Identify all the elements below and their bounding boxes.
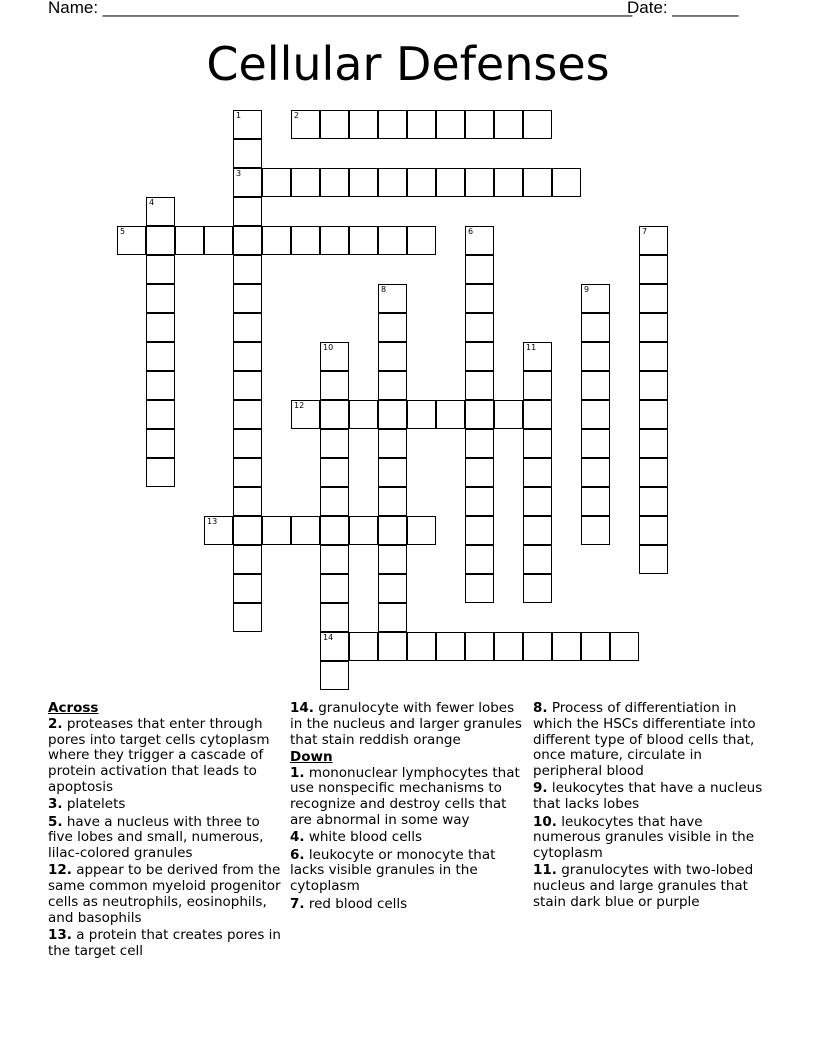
crossword-cell[interactable] xyxy=(639,400,668,429)
crossword-cell[interactable] xyxy=(320,661,349,690)
crossword-cell[interactable] xyxy=(291,516,320,545)
crossword-cell[interactable] xyxy=(146,400,175,429)
clue-number-label: 13 xyxy=(207,517,218,526)
clue-number: 5. xyxy=(48,813,63,830)
crossword-cell[interactable] xyxy=(146,458,175,487)
clue-number-label: 2 xyxy=(294,111,300,120)
crossword-cell[interactable] xyxy=(233,226,262,255)
crossword-cell[interactable] xyxy=(465,284,494,313)
crossword-cell[interactable] xyxy=(581,632,610,661)
crossword-cell[interactable] xyxy=(233,603,262,632)
clue-column-3 xyxy=(533,701,773,912)
crossword-cell[interactable] xyxy=(581,516,610,545)
crossword-cell[interactable] xyxy=(436,400,465,429)
clue-text: leukocytes that have numerous granules visible in the cytoplasm xyxy=(533,813,755,862)
crossword-cell[interactable] xyxy=(146,313,175,342)
crossword-cell[interactable] xyxy=(407,516,436,545)
crossword-cell[interactable] xyxy=(581,458,610,487)
crossword-cell[interactable] xyxy=(465,110,494,139)
crossword-cell[interactable] xyxy=(494,632,523,661)
clue-number: 7. xyxy=(290,895,305,912)
across-clue-3 xyxy=(48,797,288,813)
crossword-cell[interactable] xyxy=(349,516,378,545)
crossword-cell[interactable] xyxy=(233,284,262,313)
crossword-cell[interactable] xyxy=(320,168,349,197)
crossword-cell[interactable] xyxy=(320,516,349,545)
crossword-cell[interactable] xyxy=(581,487,610,516)
crossword-cell[interactable] xyxy=(465,429,494,458)
crossword-cell[interactable] xyxy=(465,545,494,574)
crossword-cell[interactable] xyxy=(233,313,262,342)
crossword-cell[interactable] xyxy=(262,516,291,545)
clue-number-label: 8 xyxy=(381,285,387,294)
crossword-cell[interactable] xyxy=(175,226,204,255)
crossword-cell[interactable] xyxy=(639,458,668,487)
crossword-cell[interactable] xyxy=(349,400,378,429)
clue-number-label: 5 xyxy=(120,227,126,236)
crossword-cell[interactable] xyxy=(465,226,494,255)
crossword-cell[interactable] xyxy=(262,168,291,197)
crossword-cell[interactable] xyxy=(465,516,494,545)
crossword-cell[interactable] xyxy=(639,313,668,342)
crossword-cell[interactable] xyxy=(320,487,349,516)
clue-text: granulocytes with two-lobed nucleus and large granules that stain dark blue or purple xyxy=(533,862,754,911)
crossword-cell[interactable] xyxy=(204,516,233,545)
clue-number-label: 14 xyxy=(323,633,334,642)
crossword-cell[interactable] xyxy=(552,168,581,197)
down-clue-11 xyxy=(533,863,773,910)
crossword-cell[interactable] xyxy=(523,632,552,661)
crossword-cell[interactable] xyxy=(378,284,407,313)
crossword-cell[interactable] xyxy=(146,197,175,226)
crossword-cell[interactable] xyxy=(581,342,610,371)
crossword-cell[interactable] xyxy=(436,110,465,139)
crossword-cell[interactable] xyxy=(233,574,262,603)
crossword-cell[interactable] xyxy=(291,110,320,139)
crossword-cell[interactable] xyxy=(320,603,349,632)
crossword-cell[interactable] xyxy=(465,371,494,400)
page-title: Cellular Defenses xyxy=(206,37,610,91)
clue-number-label: 11 xyxy=(526,343,537,352)
crossword-cell[interactable] xyxy=(378,313,407,342)
date-field-label: Date: _______ xyxy=(627,0,739,17)
crossword-cell[interactable] xyxy=(523,516,552,545)
crossword-cell[interactable] xyxy=(581,313,610,342)
crossword-cell[interactable] xyxy=(465,487,494,516)
crossword-cell[interactable] xyxy=(581,400,610,429)
crossword-cell[interactable] xyxy=(320,342,349,371)
down-clue-1 xyxy=(290,766,528,829)
clue-number: 4. xyxy=(290,829,305,846)
name-field-label: Name: ________________________________________________________ xyxy=(48,0,633,17)
crossword-cell[interactable] xyxy=(639,371,668,400)
crossword-cell[interactable] xyxy=(436,168,465,197)
crossword-cell[interactable] xyxy=(523,400,552,429)
crossword-cell[interactable] xyxy=(378,603,407,632)
clue-text: a protein that creates pores in the target cell xyxy=(48,927,281,959)
down-clue-8 xyxy=(533,701,773,780)
down-clue-9 xyxy=(533,781,773,813)
clue-number: 9. xyxy=(533,780,548,797)
crossword-cell[interactable] xyxy=(320,110,349,139)
across-heading: Across xyxy=(48,700,99,716)
clue-text: appear to be derived from the same common myeloid progenitor cells as neutrophils, eosinophils, and basophils xyxy=(48,862,281,926)
clue-number: 3. xyxy=(48,796,63,813)
crossword-cell[interactable] xyxy=(378,226,407,255)
crossword-cell[interactable] xyxy=(146,226,175,255)
crossword-cell[interactable] xyxy=(233,516,262,545)
crossword-cell[interactable] xyxy=(320,226,349,255)
down-heading: Down xyxy=(290,748,333,765)
clue-number: 12. xyxy=(48,862,72,879)
crossword-cell[interactable] xyxy=(523,429,552,458)
crossword-cell[interactable] xyxy=(639,284,668,313)
crossword-cell[interactable] xyxy=(233,429,262,458)
crossword-cell[interactable] xyxy=(407,226,436,255)
crossword-cell[interactable] xyxy=(146,255,175,284)
crossword-cell[interactable] xyxy=(523,458,552,487)
crossword-cell[interactable] xyxy=(639,516,668,545)
clue-number: 11. xyxy=(533,862,557,879)
crossword-cell[interactable] xyxy=(349,168,378,197)
clue-text: leukocytes that have a nucleus that lacks lobes xyxy=(533,780,763,813)
crossword-cell[interactable] xyxy=(494,400,523,429)
crossword-cell[interactable] xyxy=(320,458,349,487)
crossword-cell[interactable] xyxy=(494,110,523,139)
crossword-cell[interactable] xyxy=(291,168,320,197)
crossword-cell[interactable] xyxy=(523,371,552,400)
clue-text: mononuclear lymphocytes that use nonspecific mechanisms to recognize and destroy cells that are abnormal in some way xyxy=(290,764,520,829)
crossword-cell[interactable] xyxy=(146,284,175,313)
crossword-cell[interactable] xyxy=(639,342,668,371)
crossword-cell[interactable] xyxy=(146,429,175,458)
crossword-cell[interactable] xyxy=(436,632,465,661)
crossword-cell[interactable] xyxy=(117,226,146,255)
crossword-cell[interactable] xyxy=(581,429,610,458)
down-clue-4 xyxy=(290,830,528,846)
crossword-cell[interactable] xyxy=(349,110,378,139)
clue-number-label: 7 xyxy=(642,227,648,236)
crossword-cell[interactable] xyxy=(204,226,233,255)
crossword-cell[interactable] xyxy=(465,255,494,284)
crossword-cell[interactable] xyxy=(233,545,262,574)
across-clue-12 xyxy=(48,863,288,926)
clue-text: Process of differentiation in which the HSCs differentiate into different type of blood cells that, once mature, circulate in peripheral blood xyxy=(533,700,756,780)
crossword-cell[interactable] xyxy=(523,574,552,603)
crossword-cell[interactable] xyxy=(320,545,349,574)
crossword-cell[interactable] xyxy=(639,255,668,284)
crossword-cell[interactable] xyxy=(378,458,407,487)
clue-number: 13. xyxy=(48,927,72,944)
crossword-cell[interactable] xyxy=(349,632,378,661)
crossword-cell[interactable] xyxy=(378,429,407,458)
across-clue-5 xyxy=(48,815,288,862)
crossword-cell[interactable] xyxy=(378,545,407,574)
crossword-cell[interactable] xyxy=(639,429,668,458)
crossword-cell[interactable] xyxy=(320,429,349,458)
crossword-cell[interactable] xyxy=(639,487,668,516)
crossword-cell[interactable] xyxy=(378,110,407,139)
crossword-cell[interactable] xyxy=(378,574,407,603)
crossword-cell[interactable] xyxy=(233,255,262,284)
crossword-cell[interactable] xyxy=(233,110,262,139)
crossword-cell[interactable] xyxy=(291,226,320,255)
crossword-cell[interactable] xyxy=(407,632,436,661)
clue-number-label: 10 xyxy=(323,343,334,352)
across-clue-2 xyxy=(48,717,288,796)
crossword-cell[interactable] xyxy=(407,400,436,429)
crossword-cell[interactable] xyxy=(233,458,262,487)
crossword-cell[interactable] xyxy=(233,342,262,371)
crossword-cell[interactable] xyxy=(146,342,175,371)
crossword-cell[interactable] xyxy=(320,632,349,661)
crossword-cell[interactable] xyxy=(407,168,436,197)
crossword-cell[interactable] xyxy=(523,487,552,516)
crossword-cell[interactable] xyxy=(233,168,262,197)
crossword-cell[interactable] xyxy=(378,400,407,429)
clue-text: proteases that enter through pores into target cells cytoplasm where they trigger a cascade of protein activation that leads to apoptosis xyxy=(48,715,270,795)
crossword-cell[interactable] xyxy=(349,226,378,255)
clue-number: 8. xyxy=(533,700,548,716)
crossword-cell[interactable] xyxy=(378,342,407,371)
crossword-cell[interactable] xyxy=(639,226,668,255)
crossword-cell[interactable] xyxy=(320,400,349,429)
across-clue-14 xyxy=(290,701,528,748)
crossword-cell[interactable] xyxy=(407,110,436,139)
clue-number: 10. xyxy=(533,813,557,830)
clue-number-label: 12 xyxy=(294,401,305,410)
crossword-cell[interactable] xyxy=(581,371,610,400)
crossword-cell[interactable] xyxy=(378,487,407,516)
crossword-cell[interactable] xyxy=(233,197,262,226)
clue-number: 14. xyxy=(290,700,314,716)
clue-number-label: 6 xyxy=(468,227,474,236)
clue-text: leukocyte or monocyte that lacks visible granules in the cytoplasm xyxy=(290,846,496,895)
crossword-cell[interactable] xyxy=(523,168,552,197)
crossword-cell[interactable] xyxy=(320,574,349,603)
across-clue-13 xyxy=(48,928,288,960)
crossword-cell[interactable] xyxy=(523,110,552,139)
clue-text: platelets xyxy=(66,796,126,813)
crossword-cell[interactable] xyxy=(146,371,175,400)
clue-number: 6. xyxy=(290,846,305,863)
clue-text: have a nucleus with three to five lobes and small, numerous, lilac-colored granules xyxy=(48,813,264,862)
clue-number-label: 3 xyxy=(236,169,242,178)
crossword-cell[interactable] xyxy=(465,458,494,487)
crossword-cell[interactable] xyxy=(639,545,668,574)
crossword-cell[interactable] xyxy=(581,284,610,313)
crossword-cell[interactable] xyxy=(494,168,523,197)
crossword-cell[interactable] xyxy=(233,487,262,516)
crossword-cell[interactable] xyxy=(552,632,581,661)
crossword-cell[interactable] xyxy=(610,632,639,661)
crossword-cell[interactable] xyxy=(291,400,320,429)
crossword-cell[interactable] xyxy=(378,516,407,545)
crossword-cell[interactable] xyxy=(523,545,552,574)
crossword-cell[interactable] xyxy=(465,574,494,603)
crossword-cell[interactable] xyxy=(378,371,407,400)
clue-number-label: 4 xyxy=(149,198,155,207)
crossword-cell[interactable] xyxy=(465,168,494,197)
clue-number-label: 1 xyxy=(236,111,242,120)
crossword-cell[interactable] xyxy=(262,226,291,255)
crossword-cell[interactable] xyxy=(233,371,262,400)
crossword-cell[interactable] xyxy=(378,632,407,661)
down-clue-6 xyxy=(290,848,528,895)
crossword-cell[interactable] xyxy=(233,400,262,429)
clue-text: white blood cells xyxy=(308,829,423,846)
clue-number-label: 9 xyxy=(584,285,590,294)
clue-column-1 xyxy=(48,701,288,961)
clue-number: 2. xyxy=(48,715,63,732)
crossword-cell[interactable] xyxy=(465,342,494,371)
crossword-cell[interactable] xyxy=(465,400,494,429)
clue-number: 1. xyxy=(290,764,305,781)
crossword-cell[interactable] xyxy=(523,342,552,371)
crossword-cell[interactable] xyxy=(465,632,494,661)
crossword-cell[interactable] xyxy=(233,139,262,168)
crossword-cell[interactable] xyxy=(465,313,494,342)
crossword-cell[interactable] xyxy=(320,371,349,400)
crossword-cell[interactable] xyxy=(378,168,407,197)
down-clue-7 xyxy=(290,897,528,913)
clue-text: granulocyte with fewer lobes in the nucleus and larger granules that stain reddish orange xyxy=(290,700,522,748)
clue-text: red blood cells xyxy=(308,895,408,912)
down-clue-10 xyxy=(533,815,773,862)
clue-column-2 xyxy=(290,701,528,914)
